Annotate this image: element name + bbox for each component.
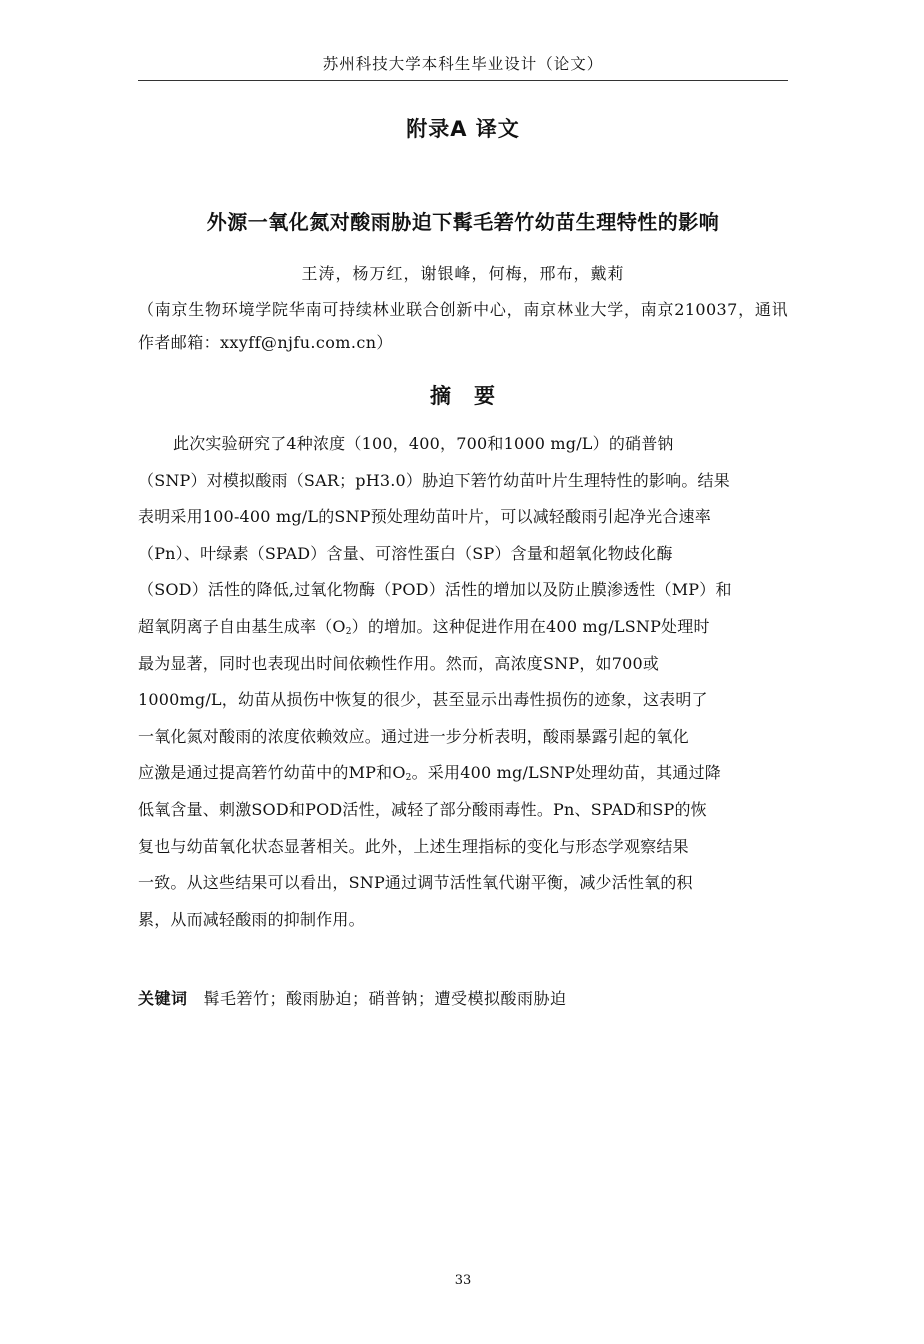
abstract-line: 此次实验研究了4种浓度（100，400，700和1000 mg/L）的硝普钠	[173, 434, 674, 453]
keywords-label: 关键词	[138, 989, 188, 1008]
affiliation: （南京生物环境学院华南可持续林业联合创新中心，南京林业大学，南京210037，通讯作者邮箱：xxyff@njfu.com.cn）	[138, 300, 788, 352]
abstract-text: 应激是通过提高箬竹幼苗中的MP和O	[138, 763, 406, 783]
abstract-line: 复也与幼苗氧化状态显著相关。此外，上述生理指标的变化与形态学观察结果	[138, 836, 689, 856]
abstract-line: 1000mg/L，幼苗从损伤中恢复的很少，甚至显示出毒性损伤的迹象，这表明了	[138, 690, 708, 710]
appendix-title: 附录A 译文	[406, 117, 520, 141]
abstract-text: ）的增加。这种促进作用在400 mg/LSNP处理时	[351, 616, 710, 636]
abstract-line: （Pn）、叶绿素（SPAD）含量、可溶性蛋白（SP）含量和超氧化物歧化酶	[138, 543, 673, 563]
header-divider	[138, 80, 788, 81]
abstract-text: 。采用400 mg/LSNP处理幼苗，其通过降	[411, 763, 721, 783]
subscript: 2	[345, 626, 352, 637]
abstract-heading-right: 要	[474, 384, 496, 408]
abstract-text: 超氧阴离子自由基生成率（O	[138, 616, 346, 636]
abstract-line: 累，从而减轻酸雨的抑制作用。	[138, 909, 365, 929]
abstract-line: 最为显著，同时也表现出时间依赖性作用。然而，高浓度SNP，如700或	[138, 653, 660, 673]
abstract-line: （SOD）活性的降低,过氧化物酶（POD）活性的增加以及防止膜渗透性（MP）和	[138, 580, 732, 600]
running-header: 苏州科技大学本科生毕业设计（论文）	[322, 55, 604, 73]
abstract-line: 低氧含量、刺激SOD和POD活性，减轻了部分酸雨毒性。Pn、SPAD和SP的恢	[138, 799, 707, 819]
abstract-line: 表明采用100-400 mg/L的SNP预处理幼苗叶片，可以减轻酸雨引起净光合速率	[138, 507, 711, 527]
author-list: 王涛，杨万红，谢银峰，何梅，邢布，戴莉	[301, 264, 625, 283]
subscript: 2	[405, 773, 412, 784]
abstract-line	[138, 755, 788, 792]
abstract-line: 一致。从这些结果可以看出，SNP通过调节活性氧代谢平衡，减少活性氧的积	[138, 873, 693, 893]
abstract-heading-left: 摘	[430, 384, 452, 408]
abstract-line	[138, 609, 788, 646]
abstract-body	[138, 426, 788, 938]
abstract-line: 一氧化氮对酸雨的浓度依赖效应。通过进一步分析表明，酸雨暴露引起的氧化	[138, 726, 689, 746]
abstract-heading	[138, 380, 788, 410]
page-number: 33	[454, 1273, 472, 1288]
abstract-line: （SNP）对模拟酸雨（SAR；pH3.0）胁迫下箬竹幼苗叶片生理特性的影响。结果	[138, 470, 730, 490]
keywords	[138, 986, 788, 1009]
paper-title: 外源一氧化氮对酸雨胁迫下髯毛箬竹幼苗生理特性的影响	[206, 210, 720, 234]
keywords-text: 髯毛箬竹；酸雨胁迫；硝普钠；遭受模拟酸雨胁迫	[203, 989, 567, 1008]
